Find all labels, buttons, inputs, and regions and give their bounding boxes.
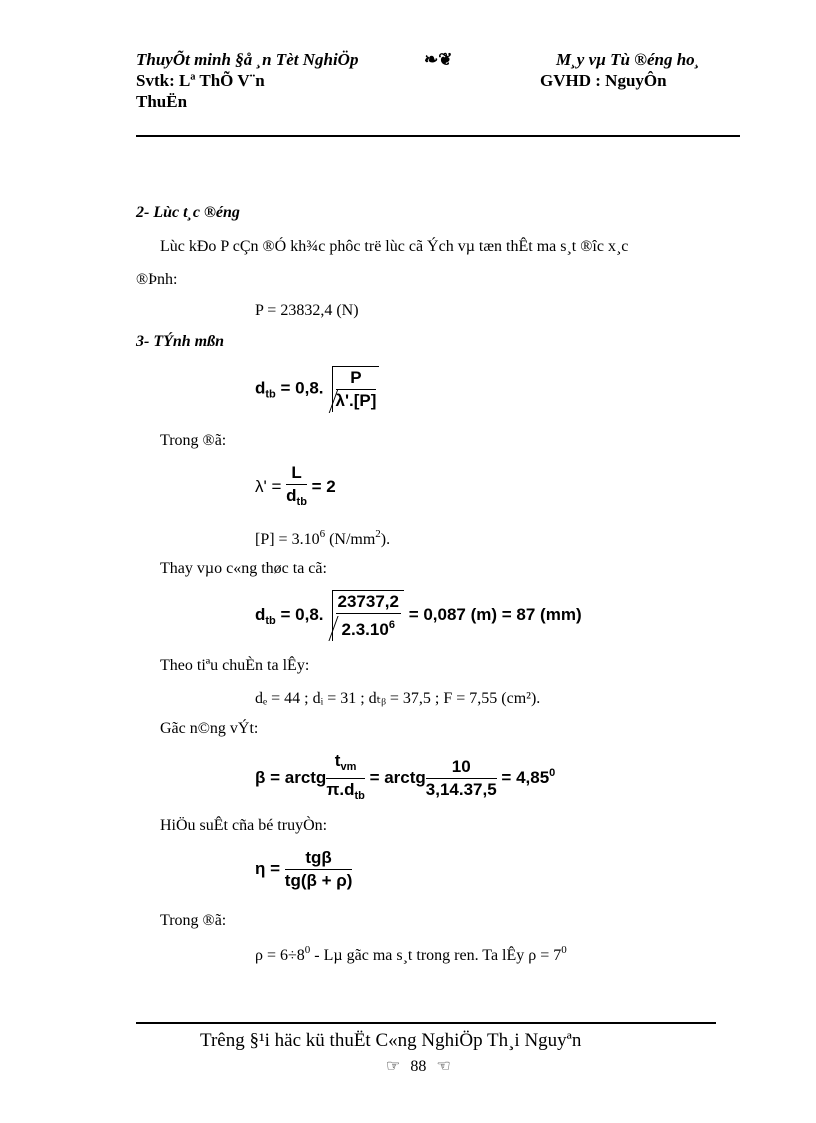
friction-angle: $\rho = 6\div 8^0 - L\mu$ gãc ma s¸t trong ren. Ta lÊy $\rho = 7^0$ <box>255 944 567 964</box>
footer-rule <box>136 1022 716 1024</box>
header-advisor: GVHD : NguyÔn <box>540 71 667 90</box>
footer-school: Trêng §¹i häc kü thuËt C«ng NghiÖp Th¸i Nguyªn <box>200 1030 582 1051</box>
footer-page <box>386 1056 451 1076</box>
section-2-title: 2- Lùc t¸c ®éng <box>136 204 240 221</box>
formula-diameter-value: $d_{tb} = 0,8$. $\frac{23737,2}{2.3.10^6}$ = 0,087 (m) = 87 (mm) <box>255 592 582 639</box>
formula-lambda: λ' = $\frac{L}{d_{tb}}$ = 2 <box>255 463 336 508</box>
where-label-1: Trong ®ã: <box>160 432 227 449</box>
standard-values: dₑ = 44 ; dᵢ = 31 ; dₜᵦ = 37,5 ; F = 7,55 (cm²). <box>255 690 541 707</box>
efficiency-label: HiÖu suÊt cña bé truyÒn: <box>160 817 328 834</box>
header-department: M¸y vµ Tù ®éng ho¸ <box>556 50 701 69</box>
section-3-title: 3- TÝnh mßn <box>136 333 225 350</box>
header-doc-title: ThuyÕt minh §å ¸n Tèt NghiÖp <box>136 50 359 69</box>
formula-diameter: $d_{tb} = 0,8$. $\frac{P}{\lambda'.[P]}$ <box>255 366 379 412</box>
formula-eta: η = $\frac{\text{tgβ}}{tg(\beta + \rho)}$ <box>255 848 353 890</box>
standard-label: Theo tiªu chuÈn ta lÊy: <box>160 657 310 674</box>
header-student-cont: ThuËn <box>136 92 188 111</box>
allowable-pressure: $[P] = 3.10^6$ $(N/mm^2)$. <box>255 528 391 548</box>
where-label-2: Trong ®ã: <box>160 912 227 929</box>
section-2-para-cont: ®Þnh: <box>136 271 178 288</box>
lead-angle-label: Gãc n©ng vÝt: <box>160 720 259 737</box>
pointing-right-icon: ☞ <box>386 1058 401 1075</box>
header-rule <box>136 135 740 137</box>
ornament-icon: ❧❦ <box>424 50 453 69</box>
pointing-left-icon: ☜ <box>436 1058 451 1075</box>
page-number: 88 <box>410 1058 427 1075</box>
formula-beta: β = arctg $\frac{t_{vm}}{\pi.d_{tb}}$ = arctg $\frac{10}{3,14.37,5}$ = $4,85^0$ <box>255 751 556 802</box>
force-equation: P = 23832,4 (N) <box>255 302 359 319</box>
section-2-para: Lùc kÐo P cÇn ®Ó kh¾c phôc trë lùc cã Ých vµ tæn thÊt ma s¸t ®îc x¸c <box>160 238 629 255</box>
header-student: Svtk: Lª ThÕ V¨n <box>136 71 265 90</box>
substitute-label: Thay vµo c«ng thøc ta cã: <box>160 560 327 577</box>
